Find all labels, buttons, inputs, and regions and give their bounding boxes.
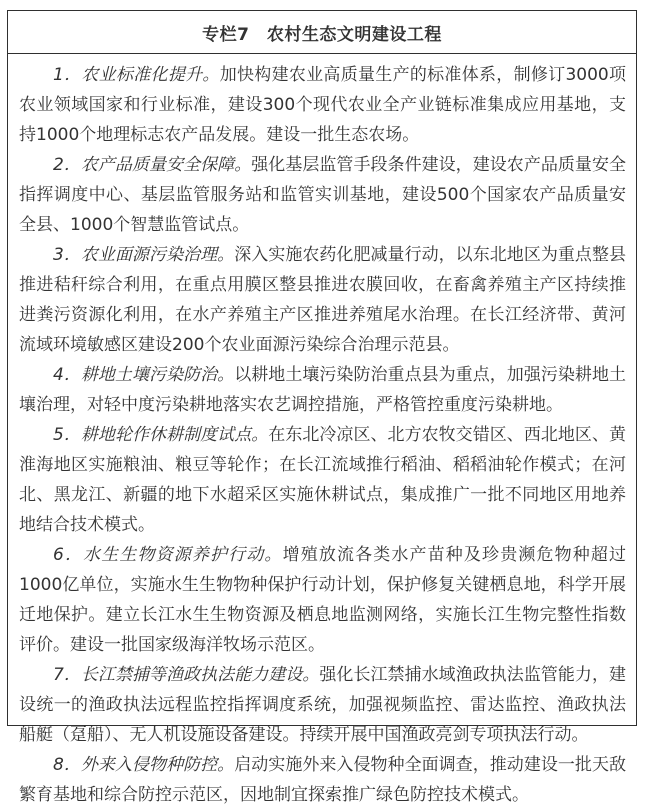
paragraph — [19, 150, 626, 240]
paragraph-text: 增殖放流各类水产苗种及珍贵濒危物种超过1000亿单位，实施水生生物物种保护行动计划，保护修复关键栖息地，科学开展迁地保护。建立长江水生生物资源及栖息地监测网络，实施长江生物完整性指数评价。建设一批国家级海洋牧场示范区。 — [19, 545, 626, 655]
paragraph — [19, 420, 626, 540]
paragraph-text: 加快构建农业高质量生产的标准体系，制修订3000项农业领域国家和行业标准，建设300个现代农业全产业链标准集成应用基地，支持1000个地理标志农产品发展。建设一批生态农场。 — [19, 65, 626, 145]
paragraph-text: 强化长江禁捕水域渔政执法监管能力，建设统一的渔政执法远程监控指挥调度系统，加强视频监控、雷达监控、渔政执法船艇（趸船）、无人机设施设备建设。持续开展中国渔政亮剑专项执法行动。 — [19, 665, 626, 745]
paragraph-text: 启动实施外来入侵物种全面调查，推动建设一批天敌繁育基地和综合防控示范区，因地制宜探索推广绿色防控技术模式。 — [19, 755, 626, 805]
paragraph-lead: 1．农业标准化提升。 — [53, 65, 220, 85]
paragraph-lead: 7．长江禁捕等渔政执法能力建设。 — [53, 665, 320, 685]
panel-body — [8, 54, 636, 810]
paragraph — [19, 660, 626, 750]
panel-title: 专栏7 农村生态文明建设工程 — [202, 24, 442, 45]
paragraph-lead: 4．耕地土壤污染防治。 — [53, 365, 235, 385]
panel-header — [8, 11, 636, 54]
paragraph — [19, 750, 626, 810]
paragraph — [19, 60, 626, 150]
paragraph — [19, 540, 626, 660]
paragraph-lead: 2．农产品质量安全保障。 — [53, 155, 252, 175]
paragraph-lead: 5．耕地轮作休耕制度试点。 — [53, 425, 269, 445]
paragraph-lead: 3．农业面源污染治理。 — [53, 245, 235, 265]
paragraph — [19, 360, 626, 420]
paragraph — [19, 240, 626, 360]
paragraph-text: 以耕地土壤污染防治重点县为重点，加强污染耕地土壤治理，对轻中度污染耕地落实农艺调控措施，严格管控重度污染耕地。 — [19, 365, 626, 415]
paragraph-text: 强化基层监管手段条件建设，建设农产品质量安全指挥调度中心、基层监管服务站和监管实训基地，建设500个国家农产品质量安全县、1000个智慧监管试点。 — [19, 155, 626, 235]
paragraph-lead: 8．外来入侵物种防控。 — [53, 755, 235, 775]
paragraph-lead: 6．水生生物资源养护行动。 — [53, 545, 283, 565]
paragraph-text: 深入实施农药化肥减量行动，以东北地区为重点整县推进秸秆综合利用，在重点用膜区整县推进农膜回收，在畜禽养殖主产区持续推进粪污资源化利用，在水产养殖主产区推进养殖尾水治理。在长江经济带、黄河流域环境敏感区建设200个农业面源污染综合治理示范县。 — [19, 245, 626, 355]
column-panel — [7, 10, 637, 805]
paragraph-text: 在东北冷凉区、北方农牧交错区、西北地区、黄淮海地区实施粮油、粮豆等轮作；在长江流域推行稻油、稻稻油轮作模式；在河北、黑龙江、新疆的地下水超采区实施休耕试点，集成推广一批不同地区用地养地结合技术模式。 — [19, 425, 626, 535]
